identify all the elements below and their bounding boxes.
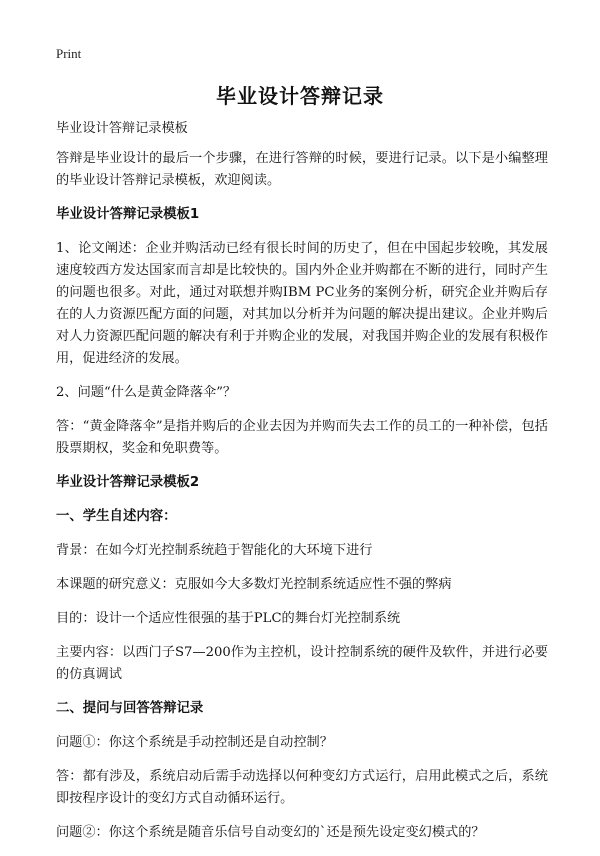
paragraph-main-content: 主要内容：以西门子S7—200作为主控机，设计控制系统的硬件及软件，并进行必要的仿真调试 (56, 645, 548, 682)
paragraph-thesis-summary: 1、论文阐述：企业并购活动已经有很长时间的历史了，但在中国起步较晚，其发展速度较西方发达国家而言却是比较快的。国内外企业并购都在不断的进行，同时产生的问题也很多。对此，通过对联想并购IBM PC业务的案例分析，研究企业并购后存在的人力资源匹配方面的问题，对其加以分析并为问题的解决提出建议。企业并购后对人力资源匹配问题的解决有利于并购企业的发展，对我国并购企业的发展有积极作用，促进经济的发展。 (56, 241, 548, 366)
paragraph-question-2: 问题②：你这个系统是随音乐信号自动变幻的`还是预先设定变幻模式的？ (56, 825, 485, 840)
subheading-qa-record: 二、提问与回答答辩记录 (56, 701, 204, 716)
paragraph-significance: 本课题的研究意义：克服如今大多数灯光控制系统适应性不强的弊病 (56, 577, 452, 592)
section-heading-template-2: 毕业设计答辩记录模板2 (56, 475, 200, 490)
paragraph-background: 背景：在如今灯光控制系统趋于智能化的大环境下进行 (56, 543, 373, 558)
page-title: 毕业设计答辩记录 (216, 84, 384, 108)
document-subtitle: 毕业设计答辩记录模板 (56, 121, 188, 136)
subheading-student-statement: 一、学生自述内容： (56, 509, 177, 524)
intro-paragraph: 答辩是毕业设计的最后一个步骤，在进行答辩的时候，要进行记录。以下是小编整理的毕业设计答辩记录模板，欢迎阅读。 (56, 151, 548, 188)
paragraph-purpose: 目的：设计一个适应性很强的基于PLC的舞台灯光控制系统 (56, 611, 401, 626)
print-link[interactable]: Print (56, 46, 82, 61)
paragraph-answer-1: 答：都有涉及，系统启动后需手动选择以何种变幻方式运行，启用此模式之后，系统即按程序设计的变幻方式自动循环运行。 (56, 769, 548, 806)
section-heading-template-1: 毕业设计答辩记录模板1 (56, 207, 200, 222)
paragraph-answer: 答：“黄金降落伞”是指并购后的企业去因为并购而失去工作的员工的一种补偿，包括股票期权，奖金和免职费等。 (56, 419, 548, 456)
paragraph-question-1: 问题①：你这个系统是手动控制还是自动控制？ (56, 735, 333, 750)
paragraph-question: 2、问题“什么是黄金降落伞”？ (56, 385, 237, 400)
document-body (56, 118, 548, 856)
